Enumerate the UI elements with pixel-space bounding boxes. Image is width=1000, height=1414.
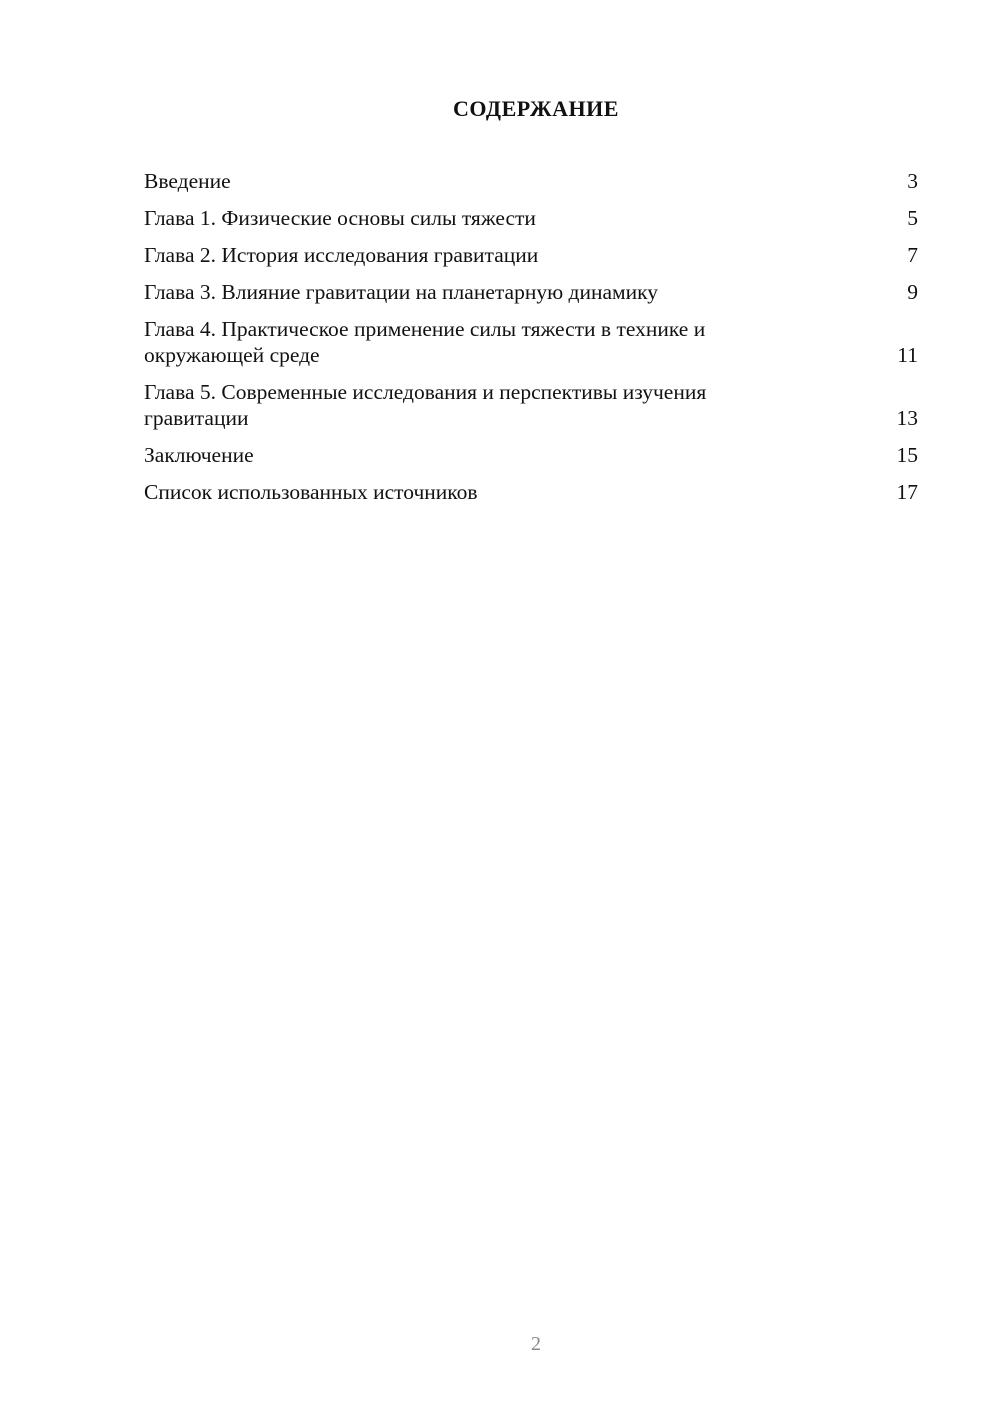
toc-item: [144, 242, 918, 268]
toc-item-page: 17: [896, 480, 918, 504]
toc-item-label: Введение: [144, 169, 231, 193]
toc-item-label: Глава 4. Практическое применение силы тяжести в технике и окружающей среде: [144, 317, 706, 367]
toc-item: [144, 442, 918, 468]
toc-item-page: 15: [896, 443, 918, 467]
toc-item-page: 5: [907, 206, 918, 230]
toc-item-page: 3: [907, 169, 918, 193]
toc-item-page: 11: [897, 343, 918, 367]
page-number: 2: [531, 1333, 541, 1355]
toc-item-page: 13: [896, 406, 918, 430]
toc-item-page: 9: [907, 280, 918, 304]
toc-item: [144, 205, 918, 231]
toc-item-page: 7: [907, 243, 918, 267]
toc-item-label: Заключение: [144, 443, 254, 467]
toc-item-label: Список использованных источников: [144, 480, 478, 504]
toc-item-label: Глава 5. Современные исследования и перспективы изучения гравитации: [144, 380, 707, 430]
toc-item: [144, 168, 918, 194]
toc-item-label: Глава 1. Физические основы силы тяжести: [144, 206, 536, 230]
toc-item: [144, 479, 918, 505]
toc-item: [144, 279, 918, 305]
toc-item: [144, 379, 918, 431]
table-of-contents: [144, 168, 918, 516]
toc-item-label: Глава 3. Влияние гравитации на планетарную динамику: [144, 280, 659, 304]
page-title: СОДЕРЖАНИЕ: [453, 96, 619, 121]
toc-item-label: Глава 2. История исследования гравитации: [144, 243, 539, 267]
toc-item: [144, 316, 918, 368]
